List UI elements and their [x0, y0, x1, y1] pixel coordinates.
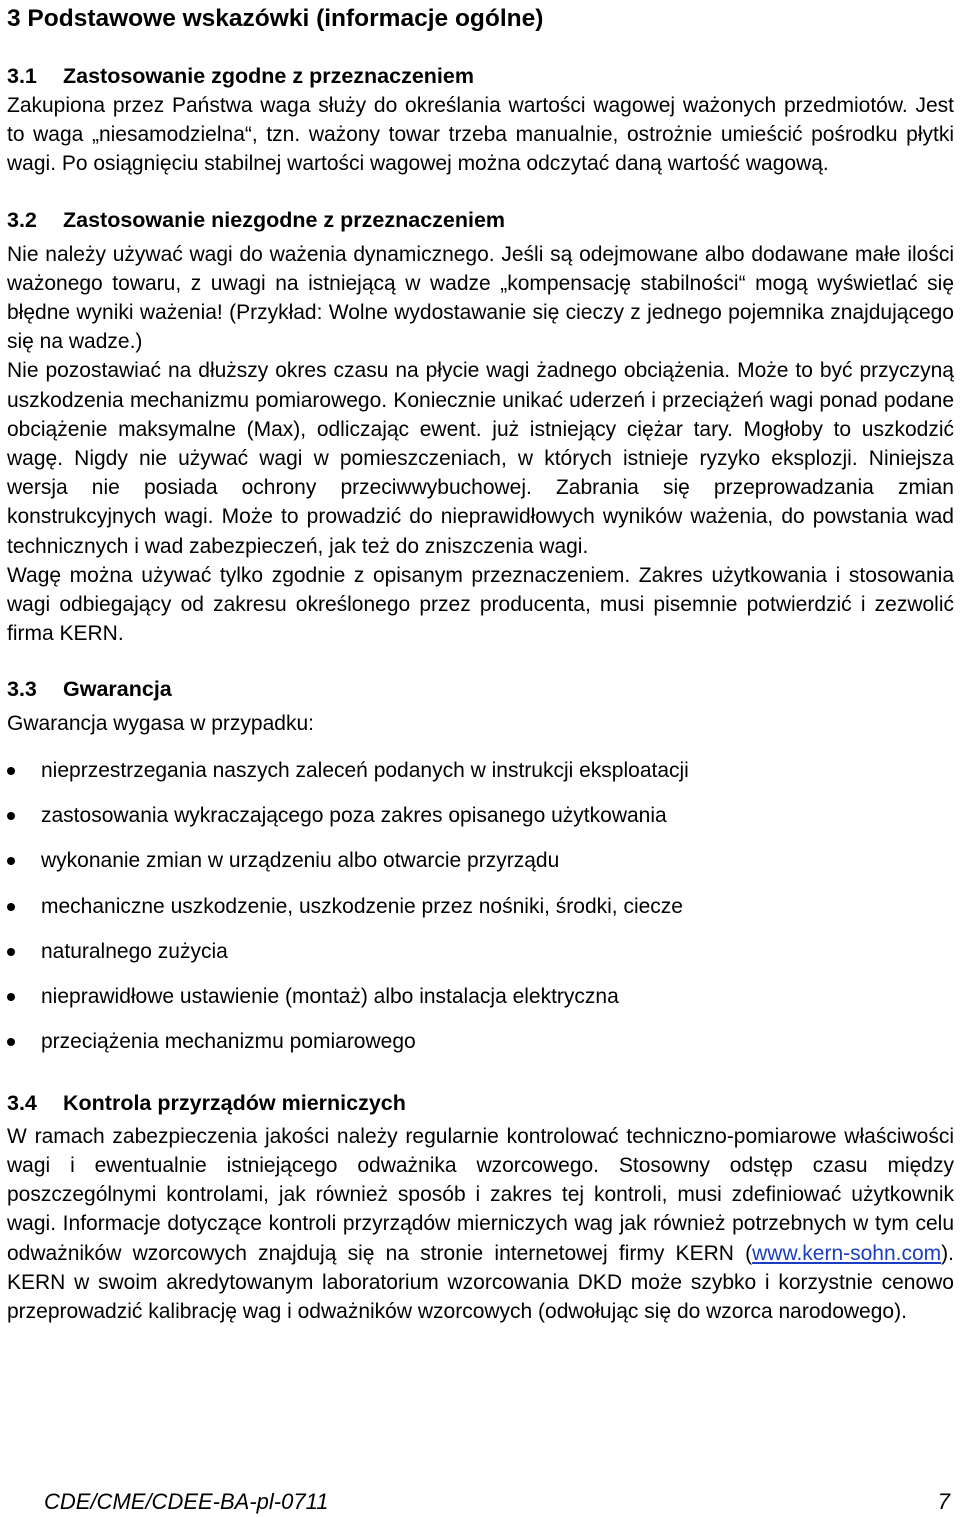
list-item: [7, 892, 954, 937]
bullet-icon: [7, 903, 15, 911]
list-item: [7, 756, 954, 801]
subsection-3-2-heading: [7, 206, 954, 235]
subsection-number: 3.1: [7, 64, 37, 88]
subsection-3-1-heading: [7, 62, 954, 91]
list-item-text: przeciążenia mechanizmu pomiarowego: [41, 1030, 416, 1054]
bullet-icon: [7, 857, 15, 865]
page-number: 7: [937, 1489, 950, 1514]
warranty-intro: Gwarancja wygasa w przypadku:: [7, 712, 314, 736]
warranty-list: [7, 756, 954, 1073]
subsection-number: 3.4: [7, 1090, 37, 1115]
page-footer: [44, 1487, 950, 1517]
paragraph-load-warnings: Nie pozostawiać na dłuższy okres czasu na płycie wagi żadnego obciążenia. Może to być przyczyną uszkodzenia mechanizmu pomiarowego. Koniecznie unikać uderzeń i przeciążeń wagi ponad podane obciążenie maksymalne (Max), odliczając ewent. już istniejący ciężar tary. Mogłoby to uszkodzić wagę. Nigdy nie używać wagi w pomieszczeniach, w których istnieje ryzyko eksplozji. Niniejsza wersja nie posiada ochrony przeciwwybuchowej. Zabrania się przeprowadzania zmian konstrukcyjnych wagi. Może to prowadzić do nieprawidłowych wyników ważenia, do powstania wad technicznych i wad zabezpieczeń, jak też do zniszczenia wagi.: [7, 359, 954, 558]
section-heading: 3 Podstawowe wskazówki (informacje ogólne): [7, 5, 544, 32]
text-after-link: ). KERN w swoim akredytowanym laboratorium wzorcowania DKD może szybko i korzystnie cenowo przeprowadzić kalibrację wag i odważników wzorcowych (odwołując się do wzorca narodowego).: [7, 1241, 954, 1323]
list-item-text: nieprawidłowe ustawienie (montaż) albo instalacja elektryczna: [41, 985, 619, 1009]
subsection-3-1-text: Zakupiona przez Państwa waga służy do określania wartości wagowej ważonych przedmiotów. Jest to waga „niesamodzielna“, tzn. ważony towar trzeba manualnie, ostrożnie umieścić pośrodku płytki wagi. Po osiągnięciu stabilnej wartości wagowej można odczytać daną wartość wagową.: [7, 94, 954, 176]
list-item-text: mechaniczne uszkodzenie, uszkodzenie przez nośniki, środki, ciecze: [41, 894, 683, 918]
subsection-3-4-text: [7, 1122, 954, 1326]
list-item-text: zastosowania wykraczającego poza zakres opisanego użytkowania: [41, 803, 667, 827]
subsection-number: 3.2: [7, 207, 37, 232]
list-item: [7, 846, 954, 891]
list-item-text: nieprzestrzegania naszych zaleceń podanych w instrukcji eksploatacji: [41, 758, 689, 782]
list-item-text: wykonanie zmian w urządzeniu albo otwarcie przyrządu: [41, 849, 560, 873]
subsection-title: Kontrola przyrządów mierniczych: [63, 1090, 406, 1115]
subsection-3-3-heading: [7, 675, 954, 704]
subsection-3-4-heading: [7, 1089, 954, 1118]
kern-website-link[interactable]: www.kern-sohn.com: [752, 1241, 942, 1265]
bullet-icon: [7, 993, 15, 1001]
text-before-link: W ramach zabezpieczenia jakości należy regularnie kontrolować techniczno-pomiarowe właściwości wagi i ewentualnie istniejącego odważnika wzorcowego. Stosowny odstęp czasu między poszczególnymi kontrolami, jak również sposób i zakres tej kontroli, musi zdefiniować użytkownik wagi. Informacje dotyczące kontroli przyrządów mierniczych wag jak również potrzebnych w tym celu odważników wzorcowych znajdują się na stronie internetowej firmy KERN (: [7, 1124, 954, 1265]
list-item: [7, 801, 954, 846]
list-item: [7, 982, 954, 1027]
subsection-number: 3.3: [7, 677, 37, 702]
document-page: [7, 0, 954, 1326]
document-id: CDE/CME/CDEE-BA-pl-0711: [44, 1489, 329, 1514]
list-item-text: naturalnego zużycia: [41, 939, 228, 963]
paragraph-dynamic-weighing: Nie należy używać wagi do ważenia dynamicznego. Jeśli są odejmowane albo dodawane małe ilości ważonego towaru, z uwagi na istniejącą w wadze „kompensację stabilności“ mogą wyświetlać się błędne wyniki ważenia! (Przykład: Wolne wydostawanie się cieczy z jednego pojemnika znajdującego się na wadze.): [7, 242, 954, 354]
subsection-title: Gwarancja: [63, 677, 172, 702]
bullet-icon: [7, 1038, 15, 1046]
subsection-title: Zastosowanie zgodne z przeznaczeniem: [63, 64, 474, 88]
subsection-title: Zastosowanie niezgodne z przeznaczeniem: [63, 207, 506, 232]
list-item: [7, 937, 954, 982]
subsection-3-2-body: [7, 240, 954, 649]
list-item: [7, 1027, 954, 1072]
bullet-icon: [7, 767, 15, 775]
bullet-icon: [7, 948, 15, 956]
bullet-icon: [7, 812, 15, 820]
paragraph-intended-use: Wagę można używać tylko zgodnie z opisanym przeznaczeniem. Zakres użytkowania i stosowania wagi odbiegający od zakresu określonego przez producenta, musi pisemnie potwierdzić i zezwolić firma KERN.: [7, 563, 954, 646]
